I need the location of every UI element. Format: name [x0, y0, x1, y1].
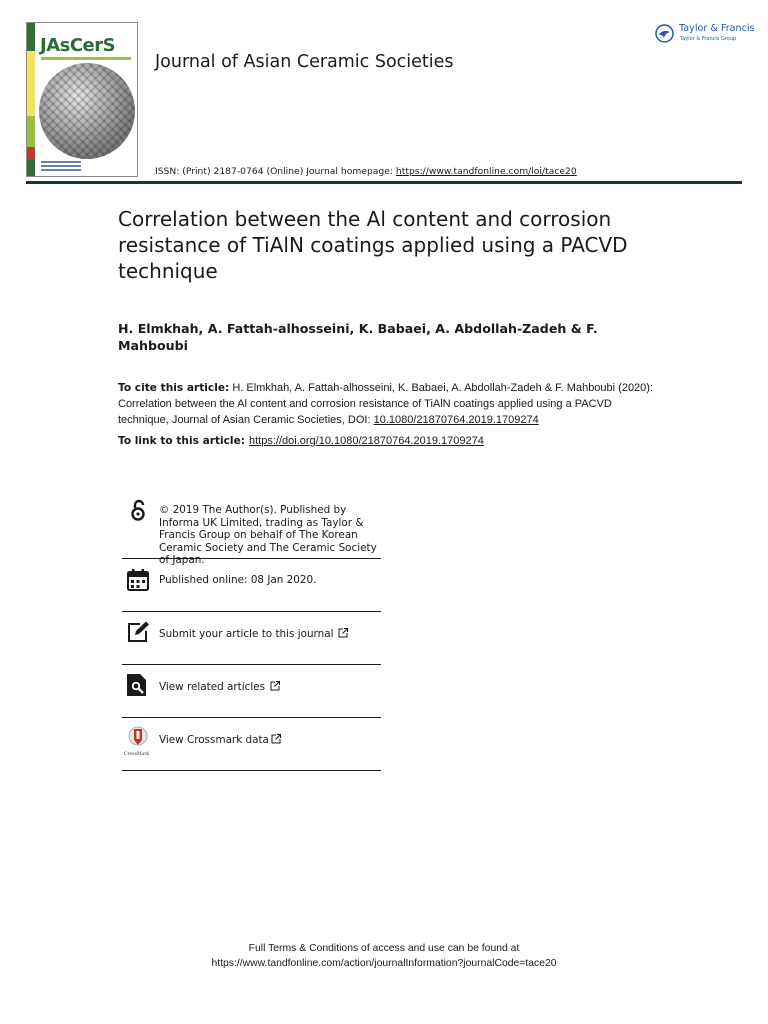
submit-article-row[interactable] [122, 612, 381, 664]
crossmark-row[interactable] [122, 718, 381, 770]
panel-divider [122, 770, 381, 771]
open-access-row [122, 496, 381, 567]
cover-subtitle-bar [41, 57, 131, 60]
crossmark-data-label: View Crossmark data [159, 734, 269, 746]
publisher-name: Taylor & Francis [679, 23, 755, 34]
submit-article-link[interactable] [159, 628, 348, 641]
publisher-group: Taylor & Francis Group [680, 36, 737, 42]
document-search-icon [126, 673, 150, 697]
published-date: Published online: 08 Jan 2020. [159, 574, 317, 586]
crossmark-label: CrossMark [124, 752, 150, 757]
article-doi-link[interactable]: https://doi.org/10.1080/21870764.2019.1709274 [249, 435, 484, 447]
crossmark-icon [126, 726, 150, 750]
journal-cover-image [26, 22, 138, 177]
related-articles-link[interactable] [159, 681, 280, 694]
publisher-logo[interactable] [655, 22, 755, 48]
article-authors: H. Elmkhah, A. Fattah-alhosseini, K. Babaei, A. Abdollah-Zadeh & F. Mahboubi [118, 321, 598, 353]
journal-title: Journal of Asian Ceramic Societies [155, 52, 454, 72]
issn-line [155, 166, 577, 177]
article-title: Correlation between the Al content and corrosion resistance of TiAlN coatings applied using a PACVD technique [118, 207, 628, 283]
calendar-icon [126, 568, 150, 592]
issn-text: ISSN: (Print) 2187-0764 (Online) Journal homepage: [155, 166, 396, 177]
open-access-icon [126, 498, 150, 522]
external-link-icon [270, 681, 280, 691]
citation-doi-link[interactable]: 10.1080/21870764.2019.1709274 [373, 414, 539, 426]
footer-terms-link[interactable]: https://www.tandfonline.com/action/journalInformation?journalCode=tace20 [211, 958, 557, 969]
external-link-icon [338, 628, 348, 638]
journal-homepage-link[interactable]: https://www.tandfonline.com/loi/tace20 [395, 166, 577, 177]
edit-icon [126, 620, 150, 644]
footer [0, 941, 768, 971]
citation-block [118, 380, 658, 428]
cover-logo: JAsCerS [40, 35, 116, 56]
link-label: To link to this article: [118, 435, 245, 447]
publisher-logo-icon [655, 24, 674, 43]
cover-color-strip [27, 23, 35, 177]
copyright-text: © 2019 The Author(s). Published by Informa UK Limited, trading as Taylor & Francis Group on behalf of The Korean Ceramic Society and The Ceramic Society of Japan. [159, 504, 377, 567]
submit-article-label: Submit your article to this journal [159, 628, 334, 640]
published-row [122, 559, 381, 611]
related-articles-label: View related articles [159, 681, 266, 693]
citation-text: H. Elmkhah, A. Fattah-alhosseini, K. Babaei, A. Abdollah-Zadeh & F. Mahboubi (2020): Correlation between the Al content and corrosion resistance of TiAlN coatings applied using a PACVD technique, Journal of Asian Ceramic Societies, DOI: [118, 382, 654, 426]
citation-label: To cite this article: [118, 382, 230, 394]
info-panel [122, 496, 381, 771]
article-link-line [118, 435, 678, 447]
header-rule [26, 181, 742, 184]
cover-publisher-marks [41, 161, 81, 171]
cover-globe-image [39, 63, 135, 159]
external-link-icon [271, 734, 281, 744]
related-articles-row[interactable] [122, 665, 381, 717]
crossmark-link[interactable] [159, 734, 281, 747]
footer-terms-text: Full Terms & Conditions of access and use can be found at [248, 943, 520, 954]
